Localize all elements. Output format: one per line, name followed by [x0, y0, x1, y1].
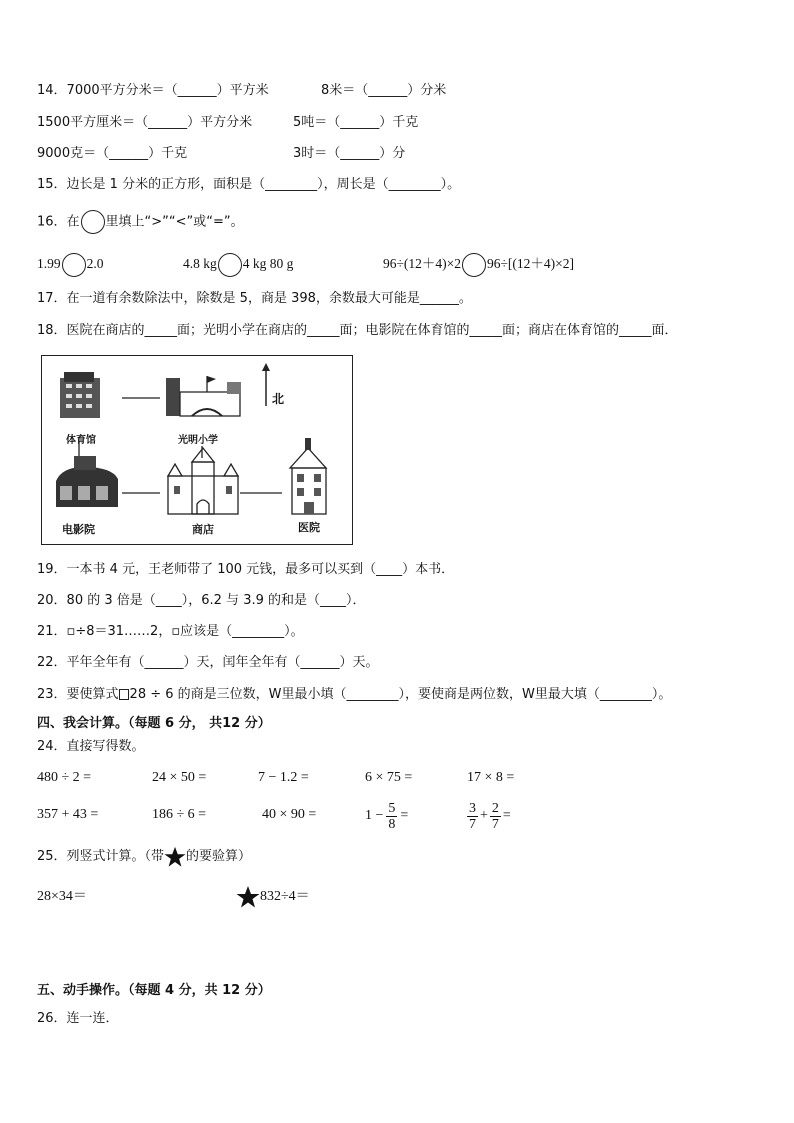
- q23-part1: 23．要使算式: [37, 687, 119, 702]
- q16-heading-part2: 里填上“>”“<”或“=”。: [105, 214, 244, 230]
- q21-text: 21．▫÷8＝31……2，▫应该是（________）。: [37, 624, 304, 639]
- q22-text: 22．平年全年有（______）天，闰年全年有（______）天。: [37, 655, 379, 670]
- north-label: 北: [272, 392, 285, 406]
- answer-circle-1[interactable]: [62, 253, 86, 277]
- answer-circle-3[interactable]: [462, 253, 486, 277]
- calc-2: 24 × 50 =: [152, 770, 207, 785]
- gym-label: 体育馆: [66, 435, 96, 446]
- calc-10: [467, 796, 511, 836]
- calc-5: 17 × 8 =: [467, 770, 515, 785]
- q25-title: [37, 846, 251, 868]
- hospital-building-icon: [290, 438, 326, 514]
- q14-line2-left: 1500平方厘米＝（______）平方分米: [37, 115, 253, 130]
- fraction-3-7: $\frac{3}{7}$: [469, 800, 476, 832]
- q16-heading-part1: 16．在: [37, 214, 80, 230]
- shop-castle-icon: [168, 448, 238, 514]
- fraction-2-7: $\frac{2}{7}$: [491, 800, 499, 832]
- shop-label: 商店: [192, 523, 214, 536]
- fraction-5-8: $\frac{5}{8}$: [388, 800, 396, 832]
- calc-10-eq: =: [502, 808, 511, 823]
- q25-title-part2: 的要验算）: [186, 849, 252, 864]
- q16-expr2-left: 4.8 kg: [183, 256, 217, 272]
- q16-expr2: [183, 253, 293, 277]
- gym-building-icon: [60, 372, 100, 418]
- q25-problem-2: [236, 885, 310, 909]
- calc-9-eq: =: [400, 808, 409, 823]
- star-icon: [164, 846, 186, 868]
- q25-problem-2-text: 832÷4＝: [260, 889, 310, 904]
- answer-circle-2[interactable]: [218, 253, 242, 277]
- q14-line3-right: 3时＝（______）分: [293, 146, 406, 161]
- cinema-label: 电影院: [62, 523, 95, 536]
- q14-line2-right: 5吨＝（______）千克: [293, 115, 419, 130]
- q14-line3-left: 9000克＝（______）千克: [37, 146, 188, 161]
- calc-9-lead: 1 −: [365, 808, 384, 823]
- q16-expr1-right: 2.0: [86, 256, 104, 272]
- q19-text: 19．一本书 4 元，王老师带了 100 元钱，最多可以买到（____）本书．: [37, 562, 455, 577]
- q16-expr1: [37, 253, 104, 277]
- q17-text: 17．在一道有余数除法中，除数是 5，商是 398，余数最大可能是______。: [37, 291, 472, 306]
- q20-text: 20．80 的 3 倍是（____），6.2 与 3.9 的和是（____）．: [37, 593, 366, 608]
- calc-7: 186 ÷ 6 =: [152, 807, 207, 822]
- q26-text: 26．连一连．: [37, 1011, 119, 1026]
- calc-1: 480 ÷ 2 =: [37, 770, 92, 785]
- q25-title-part1: 25．列竖式计算。（带: [37, 849, 165, 864]
- blank-square-icon: [119, 689, 129, 700]
- calc-6: 357 + 43 =: [37, 807, 99, 822]
- q23-text: [37, 685, 671, 705]
- section-5-heading: 五、动手操作。（每题 4 分，共 12 分）: [37, 983, 271, 998]
- q16-expr3-right: 96÷[(12＋4)×2]: [487, 256, 575, 272]
- calc-4: 6 × 75 =: [365, 770, 413, 785]
- calc-8: 40 × 90 =: [262, 807, 317, 822]
- q14-line1-left: 14．7000平方分米＝（______）平方米: [37, 83, 269, 98]
- star-icon: [236, 885, 260, 909]
- q16-expr2-right: 4 kg 80 g: [242, 256, 294, 272]
- q16-expr3-left: 96÷(12＋4)×2: [383, 256, 462, 272]
- q25-problem-1: 28×34＝: [37, 889, 87, 904]
- comparison-circle-icon: [81, 210, 105, 234]
- section-4-heading: 四、我会计算。（每题 6 分， 共12 分）: [37, 716, 271, 731]
- calc-3: 7 − 1.2 =: [258, 770, 309, 785]
- north-arrow-icon: [262, 363, 270, 406]
- direction-map-figure: [41, 355, 353, 545]
- calc-9: [365, 796, 408, 836]
- q16-expr3: [383, 253, 574, 277]
- q24-title: 24．直接写得数。: [37, 739, 145, 754]
- q23-part2: 28 ÷ 6 的商是三位数，W里最小填（________），要使商是两位数，W里最大填（________）。: [129, 687, 672, 702]
- q16-expr1-left: 1.99: [37, 256, 61, 272]
- hospital-label: 医院: [298, 521, 320, 534]
- plus-sign: +: [480, 808, 488, 823]
- q18-text: 18．医院在商店的_____面；光明小学在商店的_____面；电影院在体育馆的_____面；商店在体育馆的_____面．: [37, 323, 678, 338]
- q14-line1-right: 8米＝（______）分米: [321, 83, 447, 98]
- map-drawing: [42, 356, 351, 543]
- q16-heading: [37, 210, 244, 234]
- cinema-building-icon: [56, 456, 118, 507]
- school-label: 光明小学: [178, 435, 218, 446]
- school-building-icon: [166, 376, 241, 416]
- q15-text: 15．边长是 1 分米的正方形，面积是（________），周长是（________）。: [37, 177, 461, 192]
